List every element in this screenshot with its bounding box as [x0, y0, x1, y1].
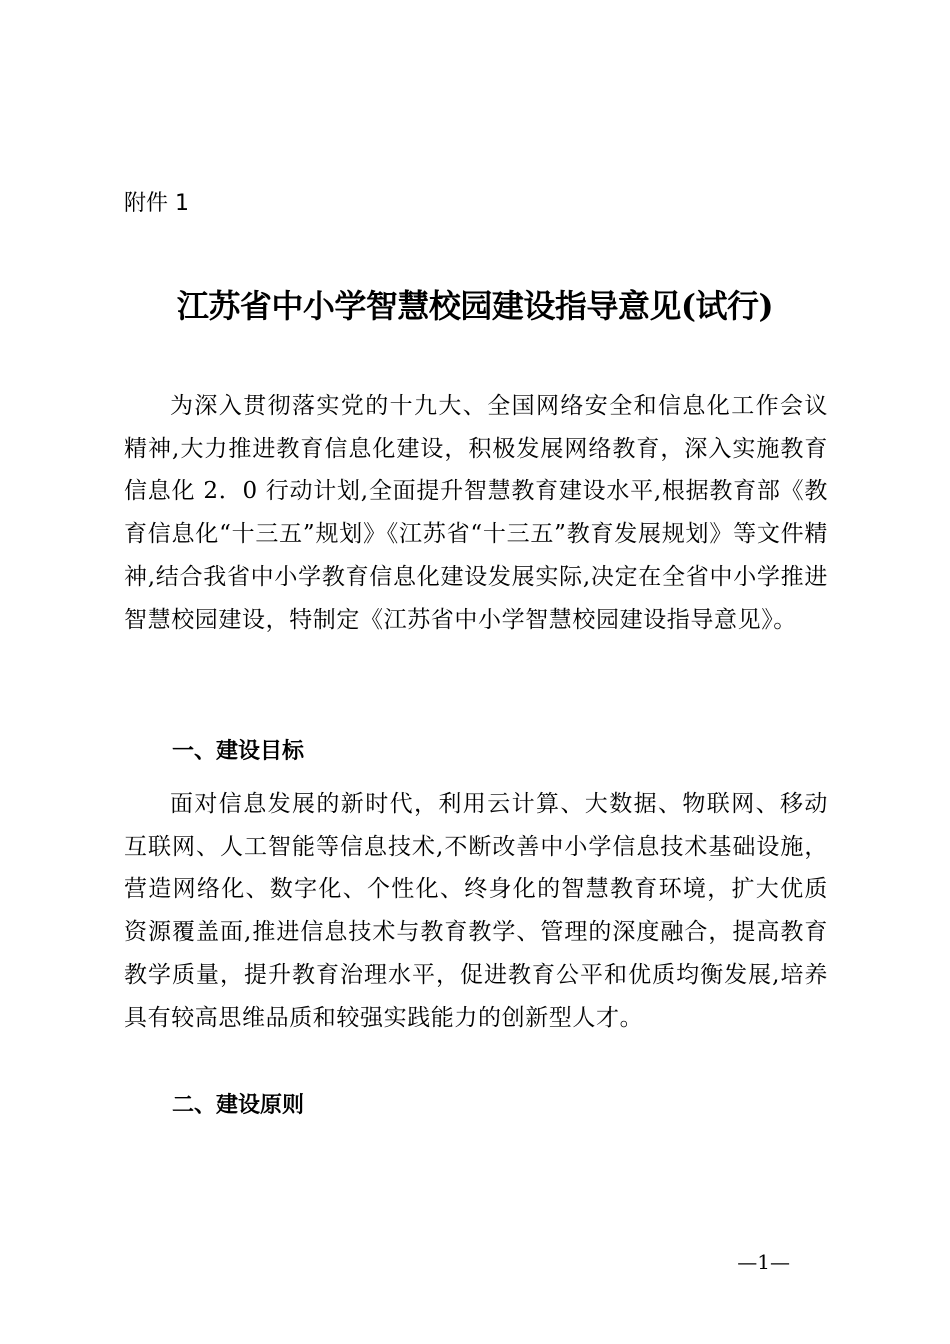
section-heading-principles: 二、建设原则: [172, 1093, 305, 1118]
goals-section: [124, 783, 828, 1039]
goals-paragraph: 面对信息发展的新时代，利用云计算、大数据、物联网、移动互联网、人工智能等信息技术,不断改善中小学信息技术基础设施，营造网络化、数字化、个性化、终身化的智慧教育环境，扩大优质资源覆盖面,推进信息技术与教育教学、管理的深度融合，提高教育教学质量，提升教育治理水平，促进教育公平和优质均衡发展,培养具有较高思维品质和较强实践能力的创新型人才。: [124, 791, 828, 1031]
attachment-label: 附件 1: [124, 191, 189, 216]
page-number: —1—: [737, 1250, 790, 1274]
intro-paragraph: 为深入贯彻落实党的十九大、全国网络安全和信息化工作会议精神,大力推进教育信息化建设，积极发展网络教育，深入实施教育信息化 2．0 行动计划,全面提升智慧教育建设水平,根据教育部《教育信息化“十三五”规划》《江苏省“十三五”教育发展规划》等文件精神,结合我省中小学教育信息化建设发展实际,决定在全省中小学推进智慧校园建设，特制定《江苏省中小学智慧校园建设指导意见》。: [124, 393, 828, 633]
intro-section: [124, 385, 828, 641]
document-title: 江苏省中小学智慧校园建设指导意见(试行): [176, 287, 774, 325]
section-heading-goals: 一、建设目标: [172, 739, 305, 764]
